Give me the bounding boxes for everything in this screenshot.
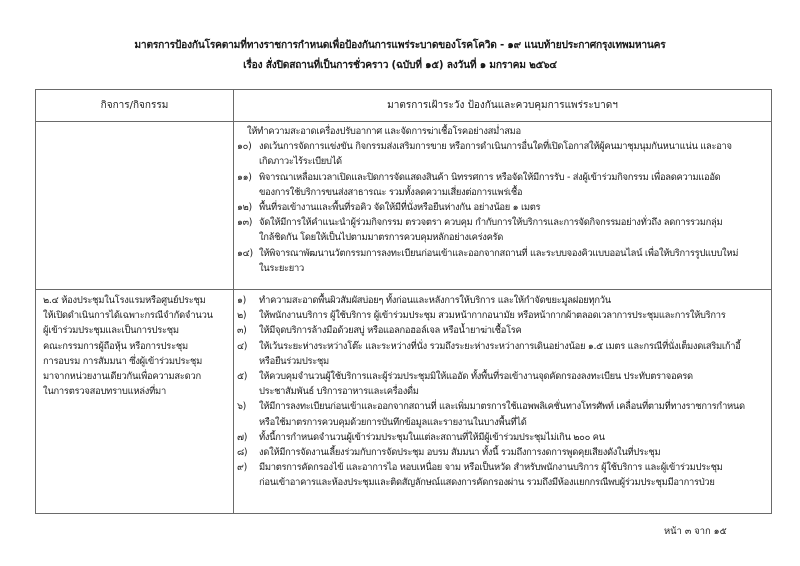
- measures-table: [35, 89, 772, 514]
- header-activity: กิจการ/กิจกรรม: [100, 100, 169, 111]
- header-measures: มาตรการเฝ้าระวัง ป้องกันและควบคุมการแพร่ระบาดฯ: [387, 100, 618, 111]
- measure-item-6: ๖) ให้มีการลงทะเบียนก่อนเข้าและออกจากสถานที่ และเพิ่มมาตรการใช้แอพพลิเคชั่นทางโทรศัพท์ เคลื่อนที่ตามที่ทางราชการกำหนด: [237, 401, 745, 413]
- measure-item-5: ๕) ให้ควบคุมจำนวนผู้ใช้บริการและผู้ร่วมประชุมมิให้แออัด ทั้งพื้นที่รอเข้างานจุดคัดกรองลงทะเบียน ประทับตราจอครด: [237, 370, 693, 382]
- measure-item-9-cont: ก่อนเข้าอาคารและห้องประชุมและติดสัญลักษณ์แสดงการคัดกรองผ่าน รวมถึงมีห้องแยกกรณีพบผู้ร่วมประชุมมีอาการป่วย: [259, 477, 715, 489]
- activity-line: ให้เปิดดำเนินการได้เฉพาะกรณีจำกัดจำนวน: [43, 310, 213, 322]
- measure-item-13-cont: ใกล้ชิดกัน โดยให้เป็นไปตามมาตรการควบคุมหลักอย่างเคร่งครัด: [259, 232, 504, 244]
- measure-item-14-cont: ในระยะยาว: [259, 262, 304, 274]
- column-divider: [233, 90, 234, 513]
- measure-item-10-cont: เกิดภาวะไร้ระเบียบได้: [259, 156, 342, 168]
- measure-item-13: ๑๓) จัดให้มีการให้คำแนะนำผู้ร่วมกิจกรรม ตรวจตรา ควบคุม กำกับการให้บริการและการจัดกิจกรรมอย่างทั่วถึง ลดการรวมกลุ่ม: [237, 217, 723, 229]
- activity-line: ผู้เข้าร่วมประชุมและเป็นการประชุม: [43, 325, 179, 337]
- measure-item-4: ๔) ให้เว้นระยะห่างระหว่างโต๊ะ และระหว่างที่นั่ง รวมถึงระยะห่างระหว่างการเดินอย่างน้อย ๑.๕ เมตร และกรณีที่นั่งเต็มงดเสริมเก้าอี้: [237, 340, 741, 352]
- measure-item-11: ๑๑) พิจารณาเหลื่อมเวลาเปิดและปิดการจัดแสดงสินค้า นิทรรศการ หรือจัดให้มีการรับ - ส่งผู้เข้าร่วมกิจกรรม เพื่อลดความแออัด: [237, 171, 721, 183]
- header-divider: [36, 121, 771, 122]
- activity-line: คณะกรรมการผู้ถือหุ้น หรือการประชุม: [43, 340, 188, 352]
- page-number: หน้า ๓ จาก ๑๕: [664, 526, 727, 537]
- measure-item-11-cont: ของการใช้บริการขนส่งสาธารณะ รวมทั้งลดความเสี่ยงต่อการแพร่เชื้อ: [259, 186, 523, 198]
- measure-item-2: ๒) ให้พนักงานบริการ ผู้ใช้บริการ ผู้เข้าร่วมประชุม สวมหน้ากากอนามัย หรือหน้ากากผ้าตลอดเวลาการประชุมและการให้บริการ: [237, 310, 726, 322]
- measure-item-7: ๗) ทั้งนี้การกำหนดจำนวนผู้เข้าร่วมประชุมในแต่ละสถานที่ให้มีผู้เข้าร่วมประชุมไม่เกิน ๒๐๐ คน: [237, 431, 605, 443]
- measure-item-8: ๘) งดให้มีการจัดงานเลี้ยงร่วมกับการจัดประชุม อบรม สัมมนา ทั้งนี้ รวมถึงการงดการพูดคุยเสียงดังในที่ประชุม: [237, 446, 661, 458]
- measures-list-2-4: [237, 293, 770, 490]
- measure-item-5-cont: ประชาสัมพันธ์ บริการอาหารและเครื่องดื่ม: [259, 386, 419, 398]
- measure-item-3: ๓) ให้มีจุดบริการล้างมือด้วยสบู่ หรือแอลกอฮอล์เจล หรือน้ำยาฆ่าเชื้อโรค: [237, 325, 522, 337]
- measure-item-1: ๑) ทำความสะอาดพื้นผิวสัมผัสบ่อยๆ ทั้งก่อนและหลังการให้บริการ และให้กำจัดขยะมูลฝอยทุกวัน: [237, 295, 611, 306]
- measure-item-6-cont: หรือใช้มาตรการควบคุมด้วยการบันทึกข้อมูลและรายงานในบางพื้นที่ได้: [259, 416, 527, 428]
- activity-line: ๒.๔ ห้องประชุมในโรงแรมหรือศูนย์ประชุม: [43, 295, 206, 306]
- measure-item-9: ๙) มีมาตรการคัดกรองไข้ และอาการไอ หอบเหนื่อย จาม หรือเป็นหวัด สำหรับพนักงานบริการ ผู้ใช้บริการ และผู้เข้าร่วมประชุม: [237, 462, 723, 474]
- activity-line: การอบรม การสัมมนา ซึ่งผู้เข้าร่วมประชุม: [43, 355, 203, 367]
- measures-list-continued: [237, 124, 770, 276]
- measure-item-10: ๑๐) งดเว้นการจัดการแข่งขัน กิจกรรมส่งเสริมการขาย หรือการดำเนินการอื่นใดที่เปิดโอกาสให้ผู้คนมาชุมนุมกันหนาแน่น และอาจ: [237, 141, 732, 153]
- measure-item-4-cont: หรือยืนร่วมประชุม: [259, 355, 329, 367]
- measure-item-14: ๑๔) ให้พิจารณาพัฒนานวัตกรรมการลงทะเบียนก่อนเข้าและออกจากสถานที่ และระบบจองคิวแบบออนไลน์ เพื่อให้บริการรูปแบบใหม่: [237, 247, 739, 259]
- row-divider: [36, 289, 771, 290]
- measure-item-intro: ให้ทำความสะอาดเครื่องปรับอากาศ และจัดการฆ่าเชื้อโรคอย่างสม่ำสมอ: [247, 126, 521, 137]
- activity-line: มาจากหน่วยงานเดียวกันเพื่อความสะดวก: [43, 370, 201, 382]
- measure-item-12: ๑๒) พื้นที่รอเข้างานและพื้นที่รอคิว จัดให้มีที่นั่งหรือยืนห่างกัน อย่างน้อย ๑ เมตร: [237, 201, 541, 213]
- document-subtitle: เรื่อง สั่งปิดสถานที่เป็นการชั่วคราว (ฉบับที่ ๑๕) ลงวันที่ ๑ มกราคม ๒๕๖๔: [243, 60, 557, 71]
- activity-2-4: [43, 293, 229, 399]
- document-title: มาตรการป้องกันโรคตามที่ทางราชการกำหนดเพื่อป้องกันการแพร่ระบาดของโรคโควิด - ๑๙ แนบท้ายประกาศกรุงเทพมหานคร: [134, 40, 666, 51]
- activity-line: ในการตรวจสอบทราบแหล่งที่มา: [43, 386, 166, 398]
